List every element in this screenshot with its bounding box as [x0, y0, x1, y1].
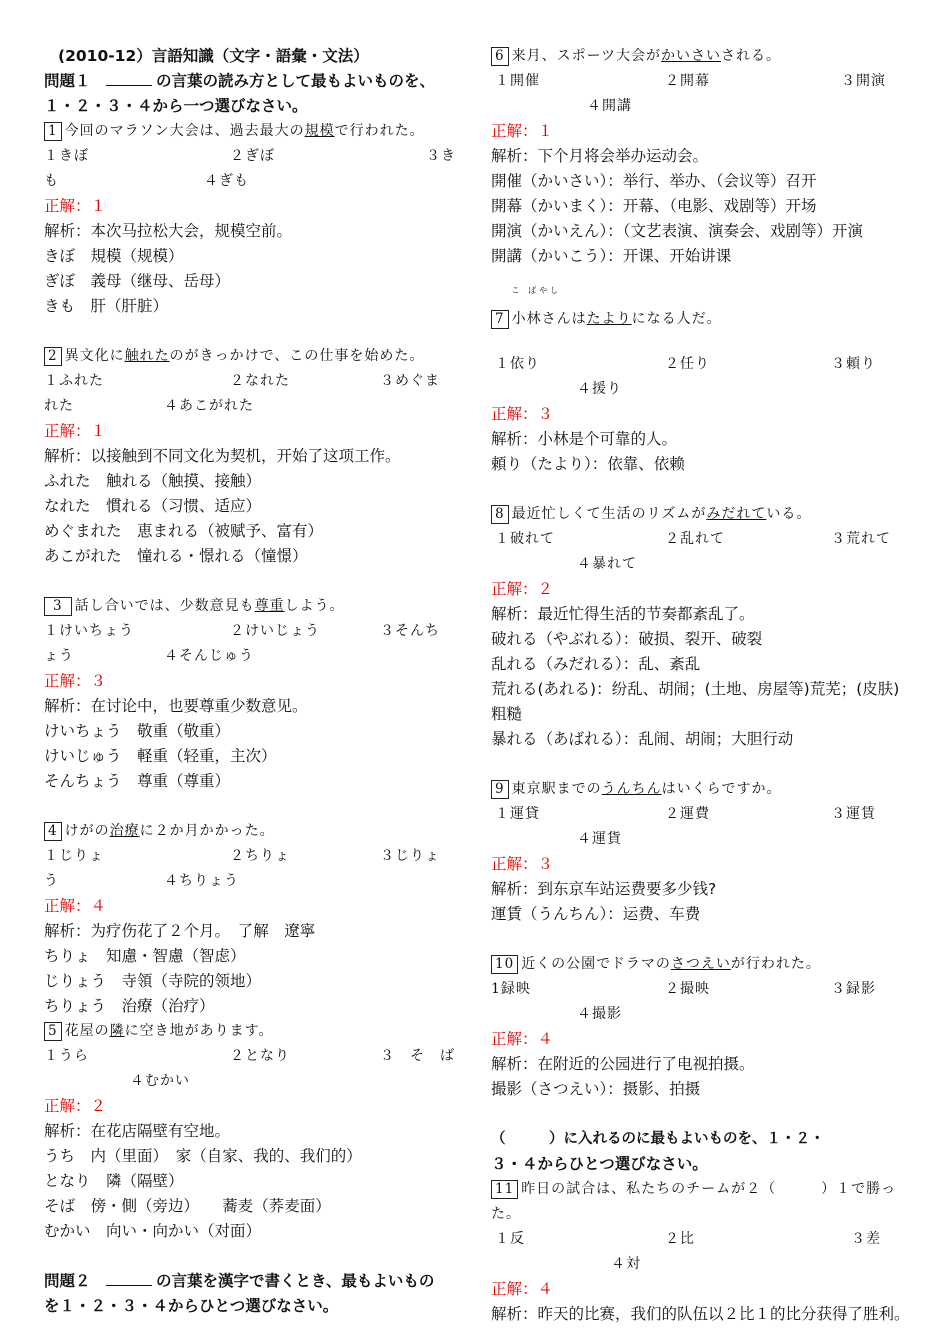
note: 運賃（うんちん）：运费、车费 — [491, 905, 701, 923]
note: ぎぼ 義母（继母、岳母） — [44, 272, 231, 290]
answer-8: 正解：２ — [491, 580, 554, 598]
note: 破れる（やぶれる）：破损、裂开、破裂 — [491, 630, 763, 648]
question-6: 6 来月、スポーツ大会がかいさいされる。 — [491, 44, 911, 69]
note: 撮影（さつえい）：摄影、拍摄 — [491, 1080, 701, 1098]
options-10-cont: ４撮影 — [577, 1006, 622, 1022]
note: 乱れる（みだれる）：乱、紊乱 — [491, 655, 701, 673]
options-11-cont: ４対 — [611, 1256, 641, 1272]
explanation-7: 解析：小林是个可靠的人。 — [491, 430, 678, 448]
note: ふれた 触れる（触摸、接触） — [44, 472, 262, 490]
options-11: １反 ２比 ３差 — [495, 1231, 881, 1247]
right-column — [491, 44, 911, 1327]
note: 頼り（たより）：依靠、依赖 — [491, 455, 685, 473]
answer-10: 正解：４ — [491, 1030, 554, 1048]
answer-4: 正解：４ — [44, 897, 107, 915]
explanation-3: 解析：在讨论中，也要尊重少数意见。 — [44, 697, 308, 715]
note: あこがれた 憧れる・憬れる（憧憬） — [44, 547, 308, 565]
options-6: １開催 ２開幕 ３開演 — [495, 73, 886, 89]
explanation-6: 解析：下个月将会举办运动会。 — [491, 147, 709, 165]
note: となり 隣（隔壁） — [44, 1172, 184, 1190]
question-8: 8 最近忙しくて生活のリズムがみだれている。 — [491, 502, 911, 527]
answer-3: 正解：３ — [44, 672, 107, 690]
mondai3-instruction-cont: ３・４からひとつ選びなさい。 — [491, 1155, 708, 1173]
mondai1-instruction-cont: １・２・３・４から一つ選びなさい。 — [44, 97, 308, 115]
options-9-cont: ４運貨 — [577, 831, 622, 847]
note: じりょう 寺領（寺院的领地） — [44, 972, 262, 990]
question-5: 5 花屋の隣に空き地があります。 — [44, 1019, 464, 1044]
note: 荒れる(あれる)：纷乱、胡闹；(土地、房屋等)荒芜；(皮肤) — [491, 680, 900, 698]
left-column — [44, 44, 464, 1319]
options-4-cont: う ４ちりょう — [44, 873, 239, 889]
options-7-cont: ４援り — [577, 381, 622, 397]
note: そんちょう 尊重（尊重） — [44, 772, 231, 790]
question-11-cont: た。 — [491, 1206, 521, 1222]
answer-2: 正解：１ — [44, 422, 107, 440]
answer-11: 正解：４ — [491, 1280, 554, 1298]
options-8-cont: ４暴れて — [577, 556, 637, 572]
options-7: １依り ２任り ３頼り — [495, 356, 876, 372]
options-2: １ふれた ２なれた ３めぐま — [44, 373, 440, 389]
note: 開幕（かいまく）：开幕、（电影、戏剧等）开场 — [491, 197, 817, 215]
note: 粗糙 — [491, 705, 523, 723]
options-3-cont: ょう ４そんじゅう — [44, 648, 254, 664]
explanation-2: 解析：以接触到不同文化为契机，开始了这项工作。 — [44, 447, 401, 465]
options-10: 1録映 ２撮映 ３録影 — [491, 981, 876, 997]
explanation-11: 解析：昨天的比赛，我们的队伍以２比１的比分获得了胜利。 — [491, 1305, 910, 1323]
explanation-1: 解析：本次马拉松大会，规模空前。 — [44, 222, 293, 240]
question-11: 11 昨日の試合は、私たちのチームが２（ ）１で勝っ — [491, 1177, 911, 1202]
note: ちりょ 知慮・智慮（智虑） — [44, 947, 246, 965]
note: そば 傍・側（旁边） 蕎麦（荞麦面） — [44, 1197, 331, 1215]
explanation-9: 解析：到东京车站运费要多少钱? — [491, 880, 717, 898]
note: なれた 慣れる（习惯、适应） — [44, 497, 262, 515]
note: むかい 向い・向かい（对面） — [44, 1222, 262, 1240]
mondai3-instruction: （ ）に入れるのに最もよいものを、１・２・ — [491, 1131, 825, 1147]
page-title: (2010-12）言語知識（文字・語彙・文法） — [58, 47, 369, 65]
question-7: 7 小林 こ ばやし さんはたよりになる人だ。 — [491, 294, 911, 336]
answer-9: 正解：３ — [491, 855, 554, 873]
note: 開演（かいえん）：（文艺表演、演奏会、戏剧等）开演 — [491, 222, 864, 240]
options-1: １きぼ ２ぎぼ ３き — [44, 148, 456, 164]
options-9: １運貸 ２運費 ３運賃 — [495, 806, 876, 822]
options-6-cont: ４開講 — [587, 98, 632, 114]
question-1: 1 今回のマラソン大会は、過去最大の規模で行われた。 — [44, 119, 464, 144]
question-2: 2 異文化に触れたのがきっかけで、この仕事を始めた。 — [44, 344, 464, 369]
question-3: 3 話し合いでは、少数意見も尊重しよう。 — [44, 594, 464, 619]
explanation-5: 解析：在花店隔壁有空地。 — [44, 1122, 231, 1140]
answer-1: 正解：１ — [44, 197, 107, 215]
question-10: 10 近くの公園でドラマのさつえいが行われた。 — [491, 952, 911, 977]
ruby-kobayashi: 小林 こ ばやし — [511, 286, 562, 327]
mondai2-instruction-cont: を１・２・３・４からひとつ選びなさい。 — [44, 1297, 339, 1315]
note: ちりょう 治療（治疗） — [44, 997, 215, 1015]
explanation-8: 解析：最近忙得生活的节奏都紊乱了。 — [491, 605, 755, 623]
note: うち 内（里面） 家（自家、我的、我们的） — [44, 1147, 362, 1165]
options-5: １うら ２となり ３ そ ば — [44, 1048, 455, 1064]
answer-6: 正解：１ — [491, 122, 554, 140]
explanation-10: 解析：在附近的公园进行了电视拍摄。 — [491, 1055, 755, 1073]
note: きも 肝（肝脏） — [44, 297, 169, 315]
note: 開催（かいさい）：举行、举办、（会议等）召开 — [491, 172, 817, 190]
question-4: 4 けがの治療に２か月かかった。 — [44, 819, 464, 844]
question-9: 9 東京駅までのうんちんはいくらですか。 — [491, 777, 911, 802]
options-5-cont: ４むかい — [130, 1073, 190, 1089]
options-1-cont: も ４ぎも — [44, 173, 249, 189]
options-3: １けいちょう ２けいじょう ３そんち — [44, 623, 440, 639]
note: けいちょう 敬重（敬重） — [44, 722, 231, 740]
answer-5: 正解：２ — [44, 1097, 107, 1115]
note: 暴れる（あばれる）：乱闹、胡闹；大胆行动 — [491, 730, 794, 748]
note: きぼ 規模（规模） — [44, 247, 184, 265]
mondai1-instruction: 問題１ の言葉の読み方として最もよいものを、 — [44, 72, 436, 90]
mondai2-instruction: 問題２ の言葉を漢字で書くとき、最もよいもの — [44, 1272, 435, 1290]
options-4: １じりょ ２ちりょ ３じりょ — [44, 848, 440, 864]
note: けいじゅう 軽重（轻重，主次） — [44, 747, 277, 765]
options-2-cont: れた ４あこがれた — [44, 398, 254, 414]
explanation-4: 解析：为疗伤花了２个月。 了解 遼寧 — [44, 922, 316, 940]
note: 開講（かいこう）：开课、开始讲课 — [491, 247, 732, 265]
answer-7: 正解：３ — [491, 405, 554, 423]
options-8: １破れて ２乱れて ３荒れて — [495, 531, 891, 547]
note: めぐまれた 恵まれる（被赋予、富有） — [44, 522, 324, 540]
